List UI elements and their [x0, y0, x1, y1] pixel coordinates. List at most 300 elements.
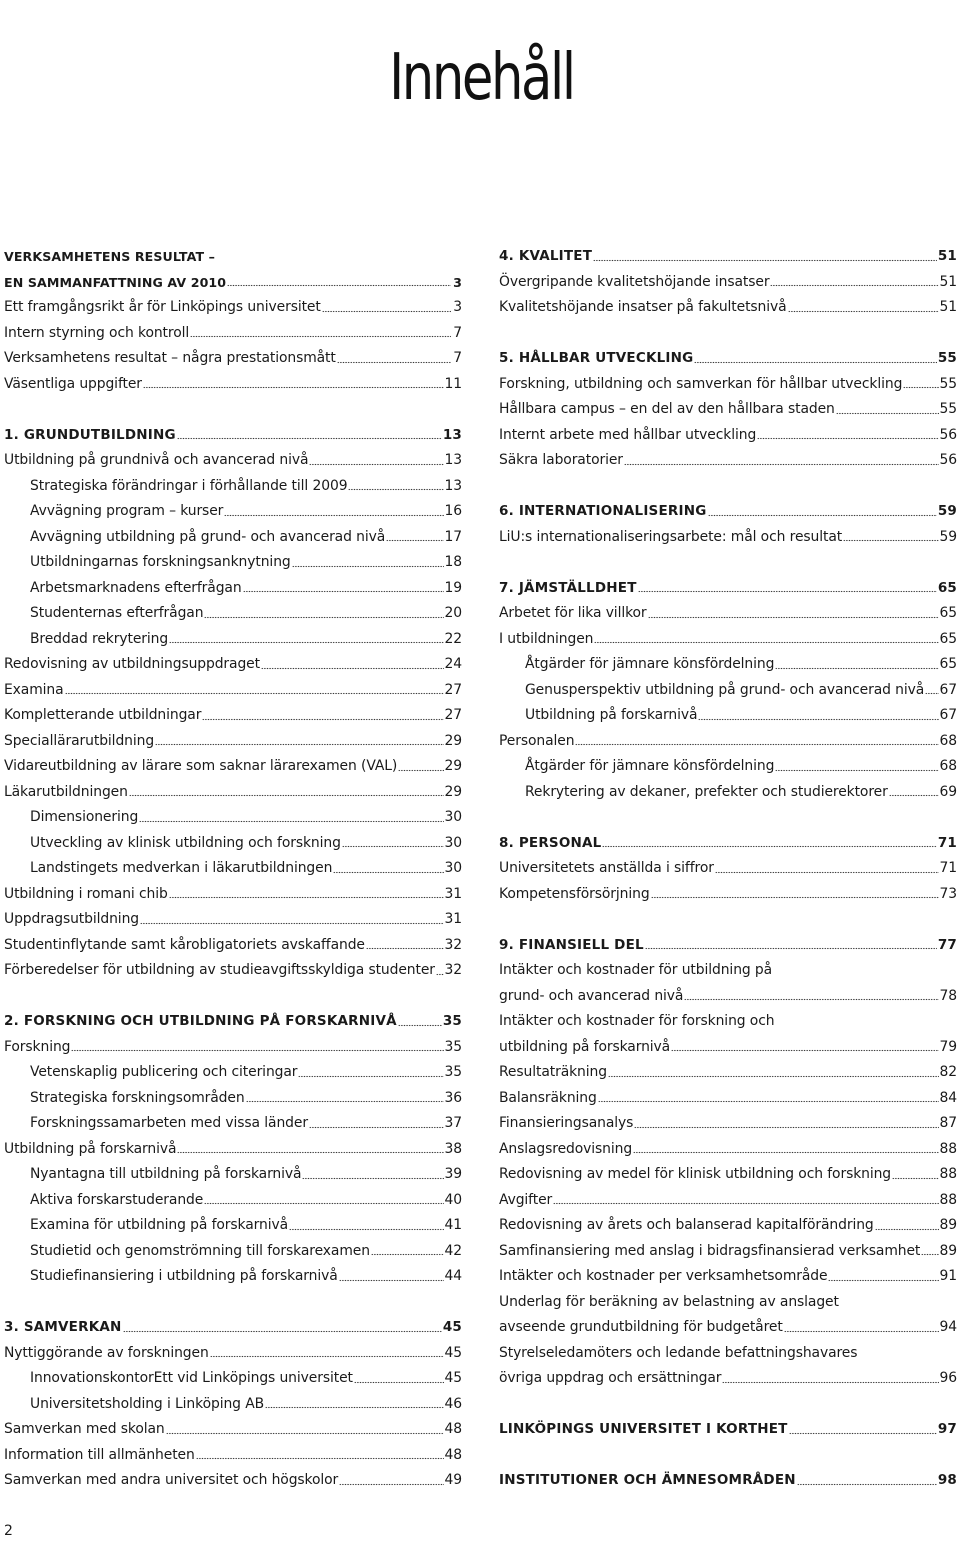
toc-entry[interactable] — [499, 1162, 957, 1188]
toc-entry-label: Avvägning program – kurser — [30, 503, 224, 519]
toc-entry-label: Dimensionering — [30, 809, 139, 825]
toc-entry-label: 2. FORSKNING OCH UTBILDNING PÅ FORSKARNIVÅ — [4, 1013, 397, 1029]
dot-leader — [202, 713, 443, 722]
dot-leader — [843, 534, 938, 543]
toc-page-number: 79 — [939, 1038, 957, 1055]
toc-entry-label: Nyttiggörande av forskningen — [4, 1344, 209, 1361]
toc-entry-label: Finansieringsanalys — [499, 1115, 634, 1131]
toc-page-number: 29 — [444, 783, 462, 800]
dot-leader — [638, 585, 937, 594]
toc-entry[interactable] — [4, 295, 462, 321]
toc-entry[interactable] — [499, 1213, 957, 1239]
toc-entry-label: Universitetets anställda i siffror — [499, 860, 714, 876]
toc-entry[interactable] — [4, 754, 462, 780]
toc-entry-label: Breddad rekrytering — [30, 630, 169, 647]
toc-entry-label: Utbildning i romani chib — [4, 885, 168, 902]
toc-entry-label: Redovisning av utbildningsuppdraget — [4, 656, 260, 672]
toc-page-number: 39 — [444, 1166, 462, 1182]
toc-page-number: 32 — [444, 936, 462, 953]
toc-page-number: 36 — [444, 1089, 462, 1106]
toc-entry[interactable] — [4, 1111, 462, 1137]
toc-section-heading[interactable] — [499, 499, 957, 525]
toc-entry[interactable] — [499, 448, 957, 474]
toc-entry-label: Redovisning av årets och balanserad kapitalförändring — [499, 1217, 874, 1233]
toc-entry-label: Avgifter — [499, 1191, 553, 1208]
toc-page-number: 45 — [444, 1344, 462, 1361]
toc-entry-label: Forskning, utbildning och samverkan för hållbar utveckling — [499, 375, 903, 392]
toc-section-heading[interactable] — [499, 346, 957, 372]
toc-entry-label: Strategiska förändringar i förhållande till 2009 — [30, 477, 348, 494]
dot-leader — [875, 1223, 939, 1232]
toc-entry-label: Läkarutbildningen — [4, 783, 128, 800]
toc-entry-label: Arbetet för lika villkor — [499, 605, 647, 621]
toc-spacer — [4, 397, 462, 423]
dot-leader — [903, 381, 938, 390]
toc-entry-label: Utveckling av klinisk utbildning och forskning — [30, 834, 341, 851]
toc-entry-label: Examina — [4, 681, 64, 698]
dot-leader — [123, 1325, 442, 1334]
dot-leader — [648, 611, 939, 620]
toc-page-number: 87 — [939, 1115, 957, 1131]
toc-entry[interactable] — [4, 1366, 462, 1392]
dot-leader — [210, 1350, 444, 1359]
toc-entry-label: Arbetsmarknadens efterfrågan — [30, 579, 242, 596]
toc-page-number: 38 — [444, 1140, 462, 1157]
toc-entry[interactable] — [4, 448, 462, 474]
toc-entry[interactable] — [499, 678, 957, 704]
toc-entry[interactable] — [499, 1035, 957, 1061]
toc-page-number: 16 — [444, 503, 462, 519]
dot-leader — [342, 840, 444, 849]
dot-leader — [371, 1248, 444, 1257]
dot-leader — [925, 687, 938, 696]
toc-entry[interactable] — [4, 780, 462, 806]
toc-page-number: 44 — [444, 1268, 462, 1284]
dot-leader — [289, 1223, 444, 1232]
toc-entry[interactable] — [499, 525, 957, 551]
toc-entry[interactable] — [4, 1239, 462, 1265]
toc-entry-label: grund- och avancerad nivå — [499, 987, 684, 1004]
toc-page-number: 30 — [444, 834, 462, 851]
toc-page-number: 20 — [444, 605, 462, 621]
toc-entry[interactable] — [4, 576, 462, 602]
toc-section-heading[interactable] — [499, 933, 957, 959]
dot-leader — [694, 356, 936, 365]
toc-entry[interactable] — [4, 346, 462, 372]
toc-entry[interactable] — [499, 1086, 957, 1112]
dot-leader — [139, 815, 443, 824]
toc-entry[interactable] — [499, 754, 957, 780]
dot-leader — [645, 942, 937, 951]
dot-leader — [575, 738, 938, 747]
toc-page-number: 32 — [444, 962, 462, 978]
toc-spacer — [499, 474, 957, 500]
dot-leader — [196, 1452, 444, 1461]
toc-spacer — [499, 321, 957, 347]
toc-entry[interactable] — [4, 1341, 462, 1367]
toc-page-number: 35 — [444, 1064, 462, 1080]
toc-entry-label: Utbildning på grundnivå och avancerad nivå — [4, 452, 309, 468]
toc-spacer — [4, 984, 462, 1010]
toc-page-number: 71 — [937, 834, 957, 851]
toc-entry-label: Nyantagna till utbildning på forskarnivå — [30, 1166, 302, 1182]
toc-page-number: 7 — [453, 350, 462, 366]
toc-entry-label: Väsentliga uppgifter — [4, 375, 142, 392]
toc-entry[interactable] — [4, 729, 462, 755]
toc-page-number: 7 — [453, 324, 462, 341]
toc-entry[interactable] — [499, 1366, 957, 1392]
toc-entry[interactable] — [4, 678, 462, 704]
toc-entry[interactable] — [499, 1188, 957, 1214]
dot-leader — [298, 1070, 443, 1079]
toc-page-number: 29 — [444, 732, 462, 749]
toc-entry-label: Redovisning av medel för klinisk utbildning och forskning — [499, 1166, 892, 1182]
toc-entry[interactable] — [4, 1264, 462, 1290]
dot-leader — [651, 891, 939, 900]
toc-section-heading[interactable] — [4, 423, 462, 449]
toc-entry[interactable] — [499, 270, 957, 296]
toc-entry-label: Studentinflytande samt kårobligatoriets avskaffande — [4, 936, 365, 953]
toc-entry[interactable] — [499, 729, 957, 755]
toc-section-heading[interactable] — [4, 1009, 462, 1035]
toc-entry[interactable] — [4, 550, 462, 576]
toc-entry-label: Kompetensförsörjning — [499, 885, 650, 902]
toc-entry[interactable] — [499, 423, 957, 449]
toc-page-number: 41 — [444, 1217, 462, 1233]
toc-page-number: 49 — [444, 1472, 462, 1488]
toc-page-number: 55 — [939, 401, 957, 417]
toc-entry-label: Speciallärarutbildning — [4, 732, 155, 749]
dot-leader — [348, 483, 443, 492]
toc-entry-label: Samfinansiering med anslag i bidragsfinansierad verksamhet — [499, 1242, 921, 1259]
toc-entry[interactable] — [499, 882, 957, 908]
toc-entry-label: Uppdragsutbildning — [4, 911, 139, 927]
dot-leader — [65, 687, 444, 696]
toc-page-number: 69 — [939, 783, 957, 800]
dot-leader — [155, 738, 443, 747]
toc-page-number: 67 — [939, 707, 957, 723]
toc-entry[interactable] — [4, 321, 462, 347]
dot-leader — [788, 305, 939, 314]
toc-entry-label: Säkra laboratorier — [499, 452, 623, 468]
toc-entry-label: Samverkan med andra universitet och högskolor — [4, 1472, 339, 1488]
toc-entry[interactable] — [499, 856, 957, 882]
dot-leader — [398, 764, 443, 773]
toc-entry[interactable] — [499, 627, 957, 653]
toc-page-number: 67 — [939, 681, 957, 698]
toc-page-number: 94 — [939, 1319, 957, 1335]
toc-entry[interactable] — [4, 805, 462, 831]
toc-page-number: 13 — [444, 477, 462, 494]
dot-leader — [828, 1274, 938, 1283]
toc-entry-label: Samverkan med skolan — [4, 1421, 165, 1437]
toc-entry[interactable] — [499, 958, 957, 984]
toc-entry-label: 5. HÅLLBAR UTVECKLING — [499, 350, 694, 366]
toc-page-number: 37 — [444, 1115, 462, 1131]
toc-entry[interactable] — [4, 831, 462, 857]
toc-entry-label: Anslagsredovisning — [499, 1140, 633, 1157]
toc-entry[interactable] — [499, 652, 957, 678]
toc-entry-label: 3. SAMVERKAN — [4, 1319, 122, 1335]
toc-entry[interactable] — [4, 601, 462, 627]
toc-page-number: 42 — [444, 1242, 462, 1259]
toc-entry-label: I utbildningen — [499, 630, 594, 647]
dot-leader — [339, 1478, 443, 1487]
toc-page-number: 51 — [939, 273, 957, 290]
dot-leader — [143, 381, 444, 390]
toc-section-heading[interactable] — [4, 244, 462, 270]
toc-entry-label: 4. KVALITET — [499, 248, 593, 264]
toc-page-number: 91 — [939, 1268, 957, 1284]
dot-leader — [889, 789, 939, 798]
dot-leader — [366, 942, 444, 951]
toc-page-number: 82 — [939, 1064, 957, 1080]
toc-entry-label: Styrelseledamöters och ledande befattningshavares — [499, 1344, 858, 1361]
dot-leader — [302, 1172, 443, 1181]
toc-entry-label: Aktiva forskarstuderande — [30, 1191, 204, 1208]
toc-entry-label: Utbildningarnas forskningsanknytning — [30, 554, 291, 570]
toc-entry[interactable] — [4, 499, 462, 525]
dot-leader — [177, 1146, 443, 1155]
toc-entry[interactable] — [499, 1341, 957, 1367]
toc-section-heading[interactable] — [499, 831, 957, 857]
dot-leader — [770, 279, 938, 288]
toc-entry[interactable] — [499, 1137, 957, 1163]
dot-leader — [204, 611, 443, 620]
toc-page-number: 65 — [939, 630, 957, 647]
toc-entry-label: Examina för utbildning på forskarnivå — [30, 1217, 289, 1233]
toc-entry[interactable] — [499, 1060, 957, 1086]
toc-page-number: 56 — [939, 452, 957, 468]
dot-leader — [398, 1019, 442, 1028]
dot-leader — [671, 1044, 938, 1053]
toc-entry-label: Studiefinansiering i utbildning på forskarnivå — [30, 1268, 338, 1284]
toc-entry[interactable] — [4, 703, 462, 729]
toc-entry-label: utbildning på forskarnivå — [499, 1038, 671, 1055]
toc-page-number: 65 — [939, 656, 957, 672]
dot-leader — [836, 407, 939, 416]
toc-entry[interactable] — [499, 372, 957, 398]
toc-page-number: 89 — [939, 1242, 957, 1259]
toc-page-number: 24 — [444, 656, 462, 672]
dot-leader — [292, 560, 444, 569]
toc-section-heading[interactable] — [499, 576, 957, 602]
toc-entry[interactable] — [499, 1239, 957, 1265]
toc-entry[interactable] — [499, 397, 957, 423]
toc-spacer — [499, 805, 957, 831]
toc-section-heading[interactable] — [499, 244, 957, 270]
toc-page-number: 88 — [939, 1191, 957, 1208]
toc-page-number: 68 — [939, 758, 957, 774]
toc-entry[interactable] — [4, 1392, 462, 1418]
dot-leader — [309, 1121, 444, 1130]
toc-page-number: 55 — [939, 375, 957, 392]
toc-entry[interactable] — [4, 958, 462, 984]
dot-leader — [322, 305, 451, 314]
toc-entry[interactable] — [4, 1417, 462, 1443]
dot-leader — [140, 917, 444, 926]
dot-leader — [892, 1172, 938, 1181]
toc-entry[interactable] — [4, 652, 462, 678]
dot-leader — [227, 279, 451, 288]
toc-page-number: 35 — [444, 1038, 462, 1055]
toc-entry[interactable] — [4, 1086, 462, 1112]
toc-entry[interactable] — [4, 882, 462, 908]
toc-entry[interactable] — [4, 856, 462, 882]
toc-entry[interactable] — [4, 525, 462, 551]
toc-entry[interactable] — [499, 1111, 957, 1137]
toc-page-number: 13 — [442, 426, 462, 443]
toc-entry-label: InnovationskontorEtt vid Linköpings universitet — [30, 1370, 353, 1386]
toc-page-number: 3 — [453, 274, 462, 290]
toc-entry[interactable] — [4, 1468, 462, 1494]
toc-page-number: 51 — [939, 299, 957, 315]
toc-entry-label: 1. GRUNDUTBILDNING — [4, 426, 176, 443]
toc-entry-label: Övergripande kvalitetshöjande insatser — [499, 273, 770, 290]
toc-page-number: 45 — [444, 1370, 462, 1386]
dot-leader — [634, 1121, 938, 1130]
toc-entry-label: Ett framgångsrikt år för Linköpings universitet — [4, 299, 321, 315]
toc-page-number: 68 — [939, 732, 957, 749]
dot-leader — [309, 458, 443, 467]
toc-entry-label: Verksamhetens resultat – några prestationsmått — [4, 350, 336, 366]
dot-leader — [333, 866, 443, 875]
toc-entry[interactable] — [4, 372, 462, 398]
toc-section-heading[interactable] — [499, 1468, 957, 1494]
toc-entry-label: Kompletterande utbildningar — [4, 707, 202, 723]
toc-section-heading[interactable] — [4, 270, 462, 296]
toc-entry[interactable] — [499, 1290, 957, 1316]
page-title: Innehåll — [389, 40, 574, 115]
toc-entry[interactable] — [499, 1009, 957, 1035]
toc-page-number: 59 — [937, 503, 957, 519]
toc-page-number: 55 — [937, 350, 957, 366]
toc-entry[interactable] — [4, 933, 462, 959]
toc-entry-label: Forskning — [4, 1038, 71, 1055]
toc-entry-label: Avvägning utbildning på grund- och avancerad nivå — [30, 528, 386, 545]
dot-leader — [224, 509, 443, 518]
toc-entry[interactable] — [4, 1213, 462, 1239]
toc-entry[interactable] — [4, 907, 462, 933]
toc-entry[interactable] — [4, 474, 462, 500]
dot-leader — [339, 1274, 444, 1283]
toc-entry[interactable] — [4, 1188, 462, 1214]
dot-leader — [553, 1197, 938, 1206]
dot-leader — [598, 1095, 939, 1104]
toc-page-number: 3 — [453, 299, 462, 315]
toc-entry-label: Intäkter och kostnader för utbildning på — [499, 962, 773, 978]
toc-entry-label: övriga uppdrag och ersättningar — [499, 1370, 722, 1386]
toc-entry-label: Kvalitetshöjande insatser på fakultetsnivå — [499, 299, 787, 315]
dot-leader — [177, 432, 442, 441]
toc-page-number: 22 — [444, 630, 462, 647]
toc-entry-label: 6. INTERNATIONALISERING — [499, 503, 707, 519]
toc-entry-label: Åtgärder för jämnare könsfördelning — [525, 656, 775, 672]
toc-page-number: 97 — [937, 1421, 957, 1437]
toc-entry-label: Internt arbete med hållbar utveckling — [499, 426, 757, 443]
toc-page-number: 96 — [939, 1370, 957, 1386]
toc-page-number: 73 — [939, 885, 957, 902]
toc-entry-label: Utbildning på forskarnivå — [4, 1140, 177, 1157]
toc-entry-label: Universitetsholding i Linköping AB — [30, 1395, 265, 1412]
toc-entry[interactable] — [499, 295, 957, 321]
toc-page-number: 13 — [444, 452, 462, 468]
dot-leader — [190, 330, 451, 339]
toc-page-number: 45 — [442, 1319, 462, 1335]
toc-entry-label: 9. FINANSIELL DEL — [499, 936, 644, 953]
dot-leader — [386, 534, 443, 543]
toc-entry-label: Personalen — [499, 732, 575, 749]
toc-entry-label: Åtgärder för jämnare könsfördelning — [525, 758, 775, 774]
toc-entry-label: EN SAMMANFATTNING AV 2010 — [4, 274, 227, 290]
dot-leader — [169, 891, 444, 900]
dot-leader — [436, 968, 444, 977]
dot-leader — [708, 509, 937, 518]
dot-leader — [594, 636, 938, 645]
dot-leader — [204, 1197, 443, 1206]
toc-page-number: 17 — [444, 528, 462, 545]
toc-entry-label: Landstingets medverkan i läkarutbildningen — [30, 860, 333, 876]
toc-entry-label: Förberedelser för utbildning av studieavgiftsskyldiga studenter — [4, 962, 435, 978]
toc-entry[interactable] — [499, 984, 957, 1010]
dot-leader — [265, 1401, 443, 1410]
toc-entry[interactable] — [4, 627, 462, 653]
toc-entry[interactable] — [4, 1137, 462, 1163]
dot-leader — [261, 662, 444, 671]
toc-entry-label: Intern styrning och kontroll — [4, 324, 190, 341]
toc-entry-label: Information till allmänheten — [4, 1446, 195, 1463]
toc-section-heading[interactable] — [499, 1417, 957, 1443]
toc-page-number: 46 — [444, 1395, 462, 1412]
toc-page-number: 65 — [939, 605, 957, 621]
toc-page-number: 89 — [939, 1217, 957, 1233]
toc-entry[interactable] — [4, 1060, 462, 1086]
toc-entry[interactable] — [499, 601, 957, 627]
toc-section-heading[interactable] — [4, 1315, 462, 1341]
dot-leader — [608, 1070, 939, 1079]
dot-leader — [129, 789, 444, 798]
toc-entry-label: Studietid och genomströmning till forskarexamen — [30, 1242, 370, 1259]
toc-page-number: 88 — [939, 1140, 957, 1157]
toc-entry-label: 8. PERSONAL — [499, 834, 602, 851]
toc-entry[interactable] — [499, 780, 957, 806]
toc-entry-label: Resultaträkning — [499, 1064, 607, 1080]
toc-entry[interactable] — [4, 1162, 462, 1188]
toc-page-number: 84 — [939, 1089, 957, 1106]
toc-entry[interactable] — [499, 703, 957, 729]
dot-leader — [921, 1248, 938, 1257]
toc-entry-label: Intäkter och kostnader för forskning och — [499, 1013, 775, 1029]
dot-leader — [698, 713, 938, 722]
toc-page-number: 98 — [937, 1472, 957, 1488]
toc-entry[interactable] — [4, 1443, 462, 1469]
dot-leader — [775, 764, 938, 773]
toc-entry[interactable] — [4, 1035, 462, 1061]
toc-entry[interactable] — [499, 1264, 957, 1290]
toc-entry-label: Underlag för beräkning av belastning av anslaget — [499, 1293, 839, 1310]
toc-entry-label: LiU:s internationaliseringsarbete: mål och resultat — [499, 528, 843, 545]
toc-page-number: 31 — [444, 911, 462, 927]
toc-page-number: 27 — [444, 707, 462, 723]
dot-leader — [593, 254, 937, 263]
toc-page-number: 31 — [444, 885, 462, 902]
toc-entry[interactable] — [499, 1315, 957, 1341]
toc-entry-label: Vidareutbildning av lärare som saknar lärarexamen (VAL) — [4, 758, 398, 774]
dot-leader — [633, 1146, 938, 1155]
toc-page-number: 48 — [444, 1421, 462, 1437]
toc-page-number: 35 — [442, 1013, 462, 1029]
dot-leader — [354, 1376, 444, 1385]
